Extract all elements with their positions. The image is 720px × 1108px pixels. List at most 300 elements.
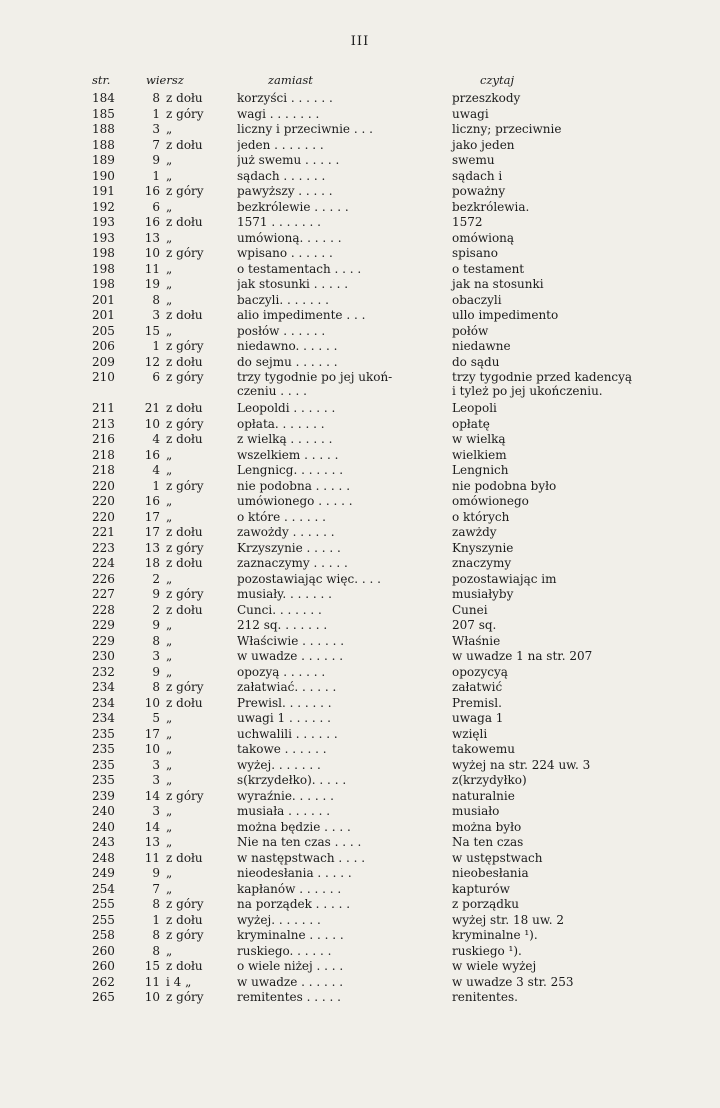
errata-row xyxy=(0,696,720,712)
errata-row xyxy=(0,215,720,231)
errata-row xyxy=(0,153,720,169)
line-cell: 4 xyxy=(152,432,160,446)
line-cell: 6 xyxy=(152,370,160,384)
read-cell: poważny xyxy=(452,184,506,198)
errata-row xyxy=(0,975,720,991)
instead-cell: musiała . . . . . . xyxy=(237,804,331,818)
page-cell: 230 xyxy=(92,649,115,663)
instead-cell: do sejmu . . . . . . xyxy=(237,354,338,369)
page-cell: 221 xyxy=(92,525,115,539)
instead-cell: sądach . . . . . . xyxy=(237,168,326,183)
line-cell: 10 xyxy=(144,742,160,756)
position-cell: z góry xyxy=(166,680,204,694)
line-cell: 1 xyxy=(152,339,160,353)
read-cell: można było xyxy=(452,819,522,834)
instead-cell: uchwalili . . . . . . xyxy=(237,726,338,741)
line-cell: 4 xyxy=(152,463,160,477)
read-cell: Na ten czas xyxy=(452,835,524,849)
errata-row xyxy=(0,122,720,138)
position-cell: z dołu xyxy=(166,556,203,570)
line-cell: 17 xyxy=(144,509,160,524)
line-cell: 3 xyxy=(152,649,160,663)
errata-row xyxy=(0,587,720,603)
errata-row xyxy=(0,324,720,340)
page-cell: 265 xyxy=(92,990,115,1004)
instead-cell: umówionego . . . . . xyxy=(237,494,353,508)
header-czytaj: czytaj xyxy=(480,73,515,87)
errata-row xyxy=(0,711,720,727)
position-cell: „ xyxy=(166,649,173,663)
line-cell: 9 xyxy=(152,664,160,679)
read-cell: omówioną xyxy=(452,230,515,245)
instead-cell: nieodesłania . . . . . xyxy=(237,866,352,880)
instead-cell: Cunci. . . . . . . xyxy=(237,602,322,617)
page-cell: 260 xyxy=(92,959,115,973)
line-cell: 16 xyxy=(144,184,160,198)
page-cell: 213 xyxy=(92,416,115,431)
position-cell: z góry xyxy=(166,106,204,121)
position-cell: z góry xyxy=(166,339,204,353)
page-cell: 229 xyxy=(92,633,115,648)
errata-row xyxy=(0,417,720,433)
errata-row xyxy=(0,603,720,619)
page-cell: 192 xyxy=(92,199,115,214)
instead-cell: niedawno. . . . . . xyxy=(237,339,338,353)
line-cell: 13 xyxy=(144,540,160,555)
page-cell: 235 xyxy=(92,773,115,787)
instead-cell: o wiele niżej . . . . xyxy=(237,959,344,973)
read-cell: zawżdy xyxy=(452,525,497,539)
instead-cell: kryminalne . . . . . xyxy=(237,928,344,942)
errata-row xyxy=(0,370,720,401)
errata-row xyxy=(0,665,720,681)
position-cell: z dołu xyxy=(166,432,203,446)
line-cell: 1 xyxy=(152,168,160,183)
read-cell: w ustępstwach xyxy=(452,850,543,865)
position-cell: z góry xyxy=(166,587,204,601)
position-cell: z góry xyxy=(166,246,204,260)
instead-cell: wagi . . . . . . . xyxy=(237,106,320,121)
read-cell: w uwadze 3 str. 253 xyxy=(452,974,574,989)
errata-row xyxy=(0,634,720,650)
page-cell: 189 xyxy=(92,153,115,167)
read-cell: wielkiem xyxy=(452,447,507,462)
page-cell: 193 xyxy=(92,215,115,229)
page-cell: 235 xyxy=(92,726,115,741)
line-cell: 21 xyxy=(144,401,160,415)
page-cell: 206 xyxy=(92,339,115,353)
instead-cell: Właściwie . . . . . . xyxy=(237,633,345,648)
position-cell: „ xyxy=(166,633,173,648)
page-cell: 248 xyxy=(92,850,115,865)
line-cell: 14 xyxy=(144,788,160,803)
instead-cell: alio impedimente . . . xyxy=(237,308,366,322)
read-cell: opłatę xyxy=(452,416,490,431)
position-cell: z dołu xyxy=(166,959,203,973)
errata-row xyxy=(0,200,720,216)
errata-row xyxy=(0,293,720,309)
read-cell: naturalnie xyxy=(452,788,515,803)
instead-cell: korzyści . . . . . . xyxy=(237,91,333,105)
errata-row xyxy=(0,882,720,898)
line-cell: 8 xyxy=(152,897,160,911)
instead-cell: na porządek . . . . . xyxy=(237,897,351,911)
instead-cell: 1571 . . . . . . . xyxy=(237,215,321,229)
instead-cell: załatwiać. . . . . . xyxy=(237,680,337,694)
instead-cell: wyraźnie. . . . . . xyxy=(237,788,334,803)
line-cell: 13 xyxy=(144,230,160,245)
position-cell: z góry xyxy=(166,928,204,942)
errata-row xyxy=(0,246,720,262)
read-cell: pozostawiając im xyxy=(452,571,557,586)
position-cell: z góry xyxy=(166,370,204,384)
read-cell: kapturów xyxy=(452,881,510,896)
instead-cell: remitentes . . . . . xyxy=(237,990,341,1004)
page-cell: 220 xyxy=(92,509,115,524)
header-zamiast: zamiast xyxy=(268,73,313,87)
errata-row xyxy=(0,928,720,944)
position-cell: z dołu xyxy=(166,401,203,415)
page-cell: 188 xyxy=(92,122,115,136)
read-cell: Lengnich xyxy=(452,463,509,477)
line-cell: 8 xyxy=(152,292,160,307)
page-cell: 190 xyxy=(92,168,115,183)
position-cell: „ xyxy=(166,664,173,679)
position-cell: „ xyxy=(166,277,173,291)
line-cell: 1 xyxy=(152,912,160,927)
line-cell: 19 xyxy=(144,277,160,291)
position-cell: „ xyxy=(166,168,173,183)
line-cell: 9 xyxy=(152,866,160,880)
read-cell: trzy tygodnie przed kadencyą i tyleż po jej ukończeniu. xyxy=(452,370,633,398)
line-cell: 11 xyxy=(144,261,160,276)
position-cell: „ xyxy=(166,494,173,508)
position-cell: „ xyxy=(166,447,173,462)
read-cell: wyżej str. 18 uw. 2 xyxy=(452,912,564,927)
line-cell: 17 xyxy=(144,726,160,741)
line-cell: 5 xyxy=(152,711,160,725)
line-cell: 11 xyxy=(144,974,160,989)
page-cell: 218 xyxy=(92,447,115,462)
position-cell: „ xyxy=(166,866,173,880)
instead-cell: uwagi 1 . . . . . . xyxy=(237,711,331,725)
page-cell: 258 xyxy=(92,928,115,942)
errata-row xyxy=(0,913,720,929)
page-cell: 240 xyxy=(92,804,115,818)
position-cell: „ xyxy=(166,292,173,307)
errata-row xyxy=(0,773,720,789)
errata-row xyxy=(0,107,720,123)
page-cell: 234 xyxy=(92,711,115,725)
position-cell: z dołu xyxy=(166,215,203,229)
page-cell: 198 xyxy=(92,261,115,276)
position-cell: „ xyxy=(166,571,173,586)
instead-cell: nie podobna . . . . . xyxy=(237,478,351,493)
instead-cell: bezkrólewie . . . . . xyxy=(237,199,349,214)
read-cell: 1572 xyxy=(452,215,483,229)
read-cell: ullo impedimento xyxy=(452,308,559,322)
line-cell: 8 xyxy=(152,680,160,694)
errata-row xyxy=(0,277,720,293)
line-cell: 9 xyxy=(152,587,160,601)
instead-cell: w uwadze . . . . . . xyxy=(237,649,344,663)
position-cell: „ xyxy=(166,199,173,214)
line-cell: 18 xyxy=(144,556,160,570)
instead-cell: zaznaczymy . . . . . xyxy=(237,556,348,570)
errata-row xyxy=(0,184,720,200)
read-cell: przeszkody xyxy=(452,91,521,105)
line-cell: 14 xyxy=(144,819,160,834)
read-cell: do sądu xyxy=(452,354,500,369)
read-cell: w wielką xyxy=(452,432,506,446)
errata-row xyxy=(0,432,720,448)
page-cell: 198 xyxy=(92,246,115,260)
instead-cell: 212 sq. . . . . . . xyxy=(237,618,328,632)
line-cell: 3 xyxy=(152,308,160,322)
errata-row xyxy=(0,556,720,572)
read-cell: o których xyxy=(452,509,510,524)
read-cell: niedawne xyxy=(452,339,511,353)
read-cell: spisano xyxy=(452,246,498,260)
line-cell: 3 xyxy=(152,757,160,772)
line-cell: 2 xyxy=(152,602,160,617)
instead-cell: Lengnicg. . . . . . . xyxy=(237,463,344,477)
line-cell: 15 xyxy=(144,959,160,973)
read-cell: takowemu xyxy=(452,742,515,756)
instead-cell: pozostawiając więc. . . . xyxy=(237,571,381,586)
line-cell: 10 xyxy=(144,416,160,431)
instead-cell: liczny i przeciwnie . . . xyxy=(237,122,373,136)
errata-row xyxy=(0,618,720,634)
errata-row xyxy=(0,169,720,185)
line-cell: 8 xyxy=(152,928,160,942)
errata-row xyxy=(0,91,720,107)
position-cell: „ xyxy=(166,261,173,276)
read-cell: liczny; przeciwnie xyxy=(452,122,562,136)
errata-row xyxy=(0,448,720,464)
errata-row xyxy=(0,479,720,495)
instead-cell: posłów . . . . . . xyxy=(237,323,326,338)
page-cell: 201 xyxy=(92,308,115,322)
position-cell: z dołu xyxy=(166,602,203,617)
read-cell: swemu xyxy=(452,153,495,167)
line-cell: 13 xyxy=(144,835,160,849)
instead-cell: musiały. . . . . . . xyxy=(237,587,332,601)
header-str: str. xyxy=(92,73,111,87)
line-cell: 3 xyxy=(152,804,160,818)
errata-row xyxy=(0,572,720,588)
errata-row xyxy=(0,897,720,913)
line-cell: 9 xyxy=(152,618,160,632)
read-cell: znaczymy xyxy=(452,556,512,570)
line-cell: 11 xyxy=(144,850,160,865)
page-cell: 198 xyxy=(92,277,115,291)
read-cell: sądach i xyxy=(452,168,503,183)
read-cell: renitentes. xyxy=(452,990,518,1004)
instead-cell: Nie na ten czas . . . . xyxy=(237,835,362,849)
line-cell: 16 xyxy=(144,215,160,229)
position-cell: z dołu xyxy=(166,354,203,369)
line-cell: 1 xyxy=(152,478,160,493)
position-cell: „ xyxy=(166,230,173,245)
instead-cell: jak stosunki . . . . . xyxy=(237,277,349,291)
page-cell: 235 xyxy=(92,757,115,772)
errata-row xyxy=(0,401,720,417)
page-cell: 184 xyxy=(92,91,115,105)
page-cell: 254 xyxy=(92,881,115,896)
instead-cell: wpisano . . . . . . xyxy=(237,246,333,260)
page-cell: 185 xyxy=(92,106,115,121)
page-cell: 239 xyxy=(92,788,115,803)
page-cell: 224 xyxy=(92,556,115,570)
position-cell: z dołu xyxy=(166,308,203,322)
read-cell: 207 sq. xyxy=(452,618,497,632)
position-cell: „ xyxy=(166,323,173,338)
errata-row xyxy=(0,959,720,975)
errata-row xyxy=(0,835,720,851)
position-cell: z góry xyxy=(166,788,204,803)
position-cell: „ xyxy=(166,711,173,725)
line-cell: 8 xyxy=(152,91,160,105)
page-cell: 220 xyxy=(92,494,115,508)
line-cell: 7 xyxy=(152,881,160,896)
line-cell: 16 xyxy=(144,494,160,508)
page-cell: 249 xyxy=(92,866,115,880)
instead-cell: opłata. . . . . . . xyxy=(237,416,325,431)
line-cell: 16 xyxy=(144,447,160,462)
position-cell: z góry xyxy=(166,540,204,555)
page-cell: 255 xyxy=(92,897,115,911)
page-cell: 191 xyxy=(92,184,115,198)
errata-row xyxy=(0,727,720,743)
line-cell: 10 xyxy=(144,695,160,710)
line-cell: 15 xyxy=(144,323,160,338)
instead-cell: jeden . . . . . . . xyxy=(237,137,324,152)
read-cell: o testament xyxy=(452,261,525,276)
position-cell: „ xyxy=(166,509,173,524)
position-cell: „ xyxy=(166,122,173,136)
read-cell: opozycyą xyxy=(452,664,508,679)
line-cell: 8 xyxy=(152,633,160,648)
read-cell: w wiele wyżej xyxy=(452,959,537,973)
errata-row xyxy=(0,494,720,510)
header-wiersz: wiersz xyxy=(146,73,184,87)
page-cell: 234 xyxy=(92,680,115,694)
line-cell: 9 xyxy=(152,153,160,167)
position-cell: „ xyxy=(166,153,173,167)
position-cell: „ xyxy=(166,835,173,849)
position-cell: „ xyxy=(166,742,173,756)
read-cell: ruskiego ¹). xyxy=(452,943,522,958)
page-cell: 229 xyxy=(92,618,115,632)
read-cell: obaczyli xyxy=(452,292,502,307)
page-cell: 210 xyxy=(92,370,115,384)
page-cell: 223 xyxy=(92,540,115,555)
position-cell: z dołu xyxy=(166,912,203,927)
line-cell: 7 xyxy=(152,137,160,152)
page-cell: 228 xyxy=(92,602,115,617)
read-cell: musiało xyxy=(452,804,500,818)
position-cell: z góry xyxy=(166,897,204,911)
position-cell: „ xyxy=(166,463,173,477)
page-cell: 262 xyxy=(92,974,115,989)
read-cell: Leopoli xyxy=(452,401,497,415)
position-cell: i 4 „ xyxy=(166,974,192,989)
line-cell: 10 xyxy=(144,990,160,1004)
position-cell: „ xyxy=(166,726,173,741)
position-cell: „ xyxy=(166,773,173,787)
instead-cell: umówioną. . . . . . xyxy=(237,230,342,245)
instead-cell: baczyli. . . . . . . xyxy=(237,292,329,307)
read-cell: Cunei xyxy=(452,602,488,617)
page-cell: 220 xyxy=(92,478,115,493)
instead-cell: wszelkiem . . . . . xyxy=(237,447,339,462)
position-cell: „ xyxy=(166,943,173,958)
line-cell: 8 xyxy=(152,943,160,958)
read-cell: musiałyby xyxy=(452,587,514,601)
instead-cell: Leopoldi . . . . . . xyxy=(237,401,336,415)
page-cell: 260 xyxy=(92,943,115,958)
instead-cell: trzy tygodnie po jej ukoń- czeniu . . . . xyxy=(237,370,393,398)
read-cell: jako jeden xyxy=(452,137,515,152)
page-cell: 209 xyxy=(92,354,115,369)
read-cell: połów xyxy=(452,323,489,338)
instead-cell: takowe . . . . . . xyxy=(237,742,327,756)
position-cell: z dołu xyxy=(166,137,203,152)
instead-cell: można będzie . . . . xyxy=(237,819,351,834)
page-cell: 227 xyxy=(92,587,115,601)
errata-row xyxy=(0,510,720,526)
position-cell: z góry xyxy=(166,478,204,493)
line-cell: 3 xyxy=(152,122,160,136)
instead-cell: ruskiego. . . . . . xyxy=(237,943,332,958)
errata-row xyxy=(0,851,720,867)
read-cell: omówionego xyxy=(452,494,529,508)
instead-cell: z wielką . . . . . . xyxy=(237,432,333,446)
position-cell: z dołu xyxy=(166,91,203,105)
page-cell: 211 xyxy=(92,401,115,415)
instead-cell: w następstwach . . . . xyxy=(237,850,366,865)
instead-cell: kapłanów . . . . . . xyxy=(237,881,342,896)
errata-row xyxy=(0,944,720,960)
errata-row xyxy=(0,804,720,820)
read-cell: Premisl. xyxy=(452,695,502,710)
read-cell: Właśnie xyxy=(452,633,501,648)
line-cell: 1 xyxy=(152,106,160,121)
read-cell: z porządku xyxy=(452,897,519,911)
read-cell: wyżej na str. 224 uw. 3 xyxy=(452,757,591,772)
read-cell: kryminalne ¹). xyxy=(452,928,538,942)
instead-cell: o testamentach . . . . xyxy=(237,261,362,276)
errata-row xyxy=(0,541,720,557)
instead-cell: s(krzydełko). . . . . xyxy=(237,773,347,787)
line-cell: 17 xyxy=(144,525,160,539)
instead-cell: opozyą . . . . . . xyxy=(237,664,326,679)
line-cell: 12 xyxy=(144,354,160,369)
page-cell: 218 xyxy=(92,463,115,477)
position-cell: z góry xyxy=(166,416,204,431)
read-cell: nieobesłania xyxy=(452,866,529,880)
position-cell: „ xyxy=(166,757,173,772)
page-cell: 193 xyxy=(92,230,115,245)
page-cell: 201 xyxy=(92,292,115,307)
position-cell: z góry xyxy=(166,990,204,1004)
read-cell: w uwadze 1 na str. 207 xyxy=(452,649,593,663)
position-cell: z dołu xyxy=(166,850,203,865)
page-cell: 216 xyxy=(92,432,115,446)
instead-cell: Prewisl. . . . . . . xyxy=(237,695,332,710)
line-cell: 6 xyxy=(152,199,160,214)
